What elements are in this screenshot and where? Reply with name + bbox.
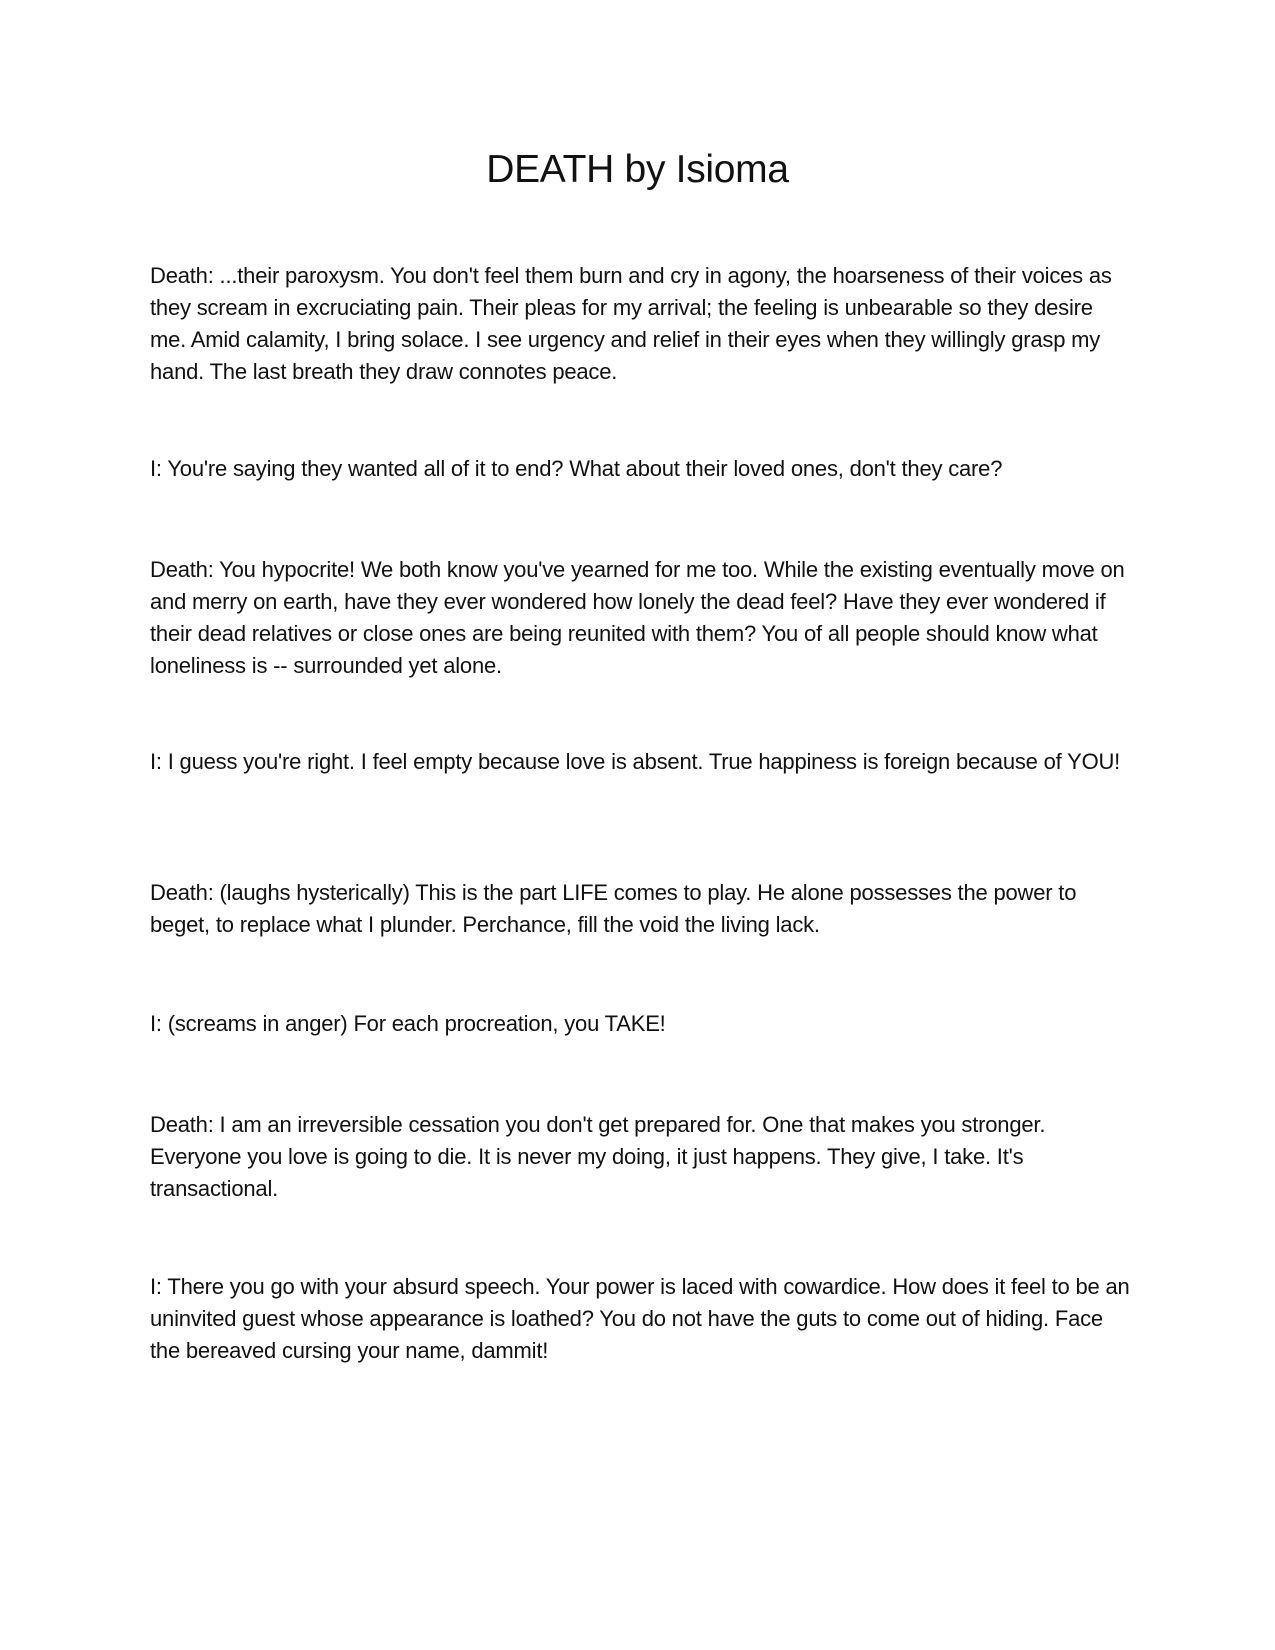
dialogue-paragraph-i-1: I: You're saying they wanted all of it to end? What about their loved ones, don't they care?	[150, 456, 1003, 481]
dialogue-paragraph-death-3: Death: (laughs hysterically) This is the part LIFE comes to play. He alone possesses the power to beget, to replace what I plunder. Perchance, fill the void the living lack.	[150, 880, 1077, 937]
document-title: DEATH by Isioma	[486, 148, 789, 191]
dialogue-paragraph-i-3: I: (screams in anger) For each procreation, you TAKE!	[150, 1011, 666, 1036]
dialogue-paragraph-death-1: Death: ...their paroxysm. You don't feel them burn and cry in agony, the hoarseness of their voices as they scream in excruciating pain. Their pleas for my arrival; the feeling is unbearable so they desire me. Amid calamity, I bring solace. I see urgency and relief in their eyes when they willingly grasp my hand. The last breath they draw connotes peace.	[150, 263, 1112, 384]
dialogue-paragraph-death-2: Death: You hypocrite! We both know you've yearned for me too. While the existing eventually move on and merry on earth, have they ever wondered how lonely the dead feel? Have they ever wondered if their dead relatives or close ones are being reunited with them? You of all people should know what loneliness is -- surrounded yet alone.	[150, 557, 1125, 678]
dialogue-paragraph-i-2: I: I guess you're right. I feel empty because love is absent. True happiness is foreign because of YOU!	[150, 749, 1121, 774]
dialogue-paragraph-death-4: Death: I am an irreversible cessation you don't get prepared for. One that makes you stronger. Everyone you love is going to die. It is never my doing, it just happens. They give, I take. It's transactional.	[150, 1112, 1046, 1201]
dialogue-paragraph-i-4: I: There you go with your absurd speech. Your power is laced with cowardice. How does it feel to be an uninvited guest whose appearance is loathed? You do not have the guts to come out of hiding. Face the bereaved cursing your name, dammit!	[150, 1274, 1130, 1363]
